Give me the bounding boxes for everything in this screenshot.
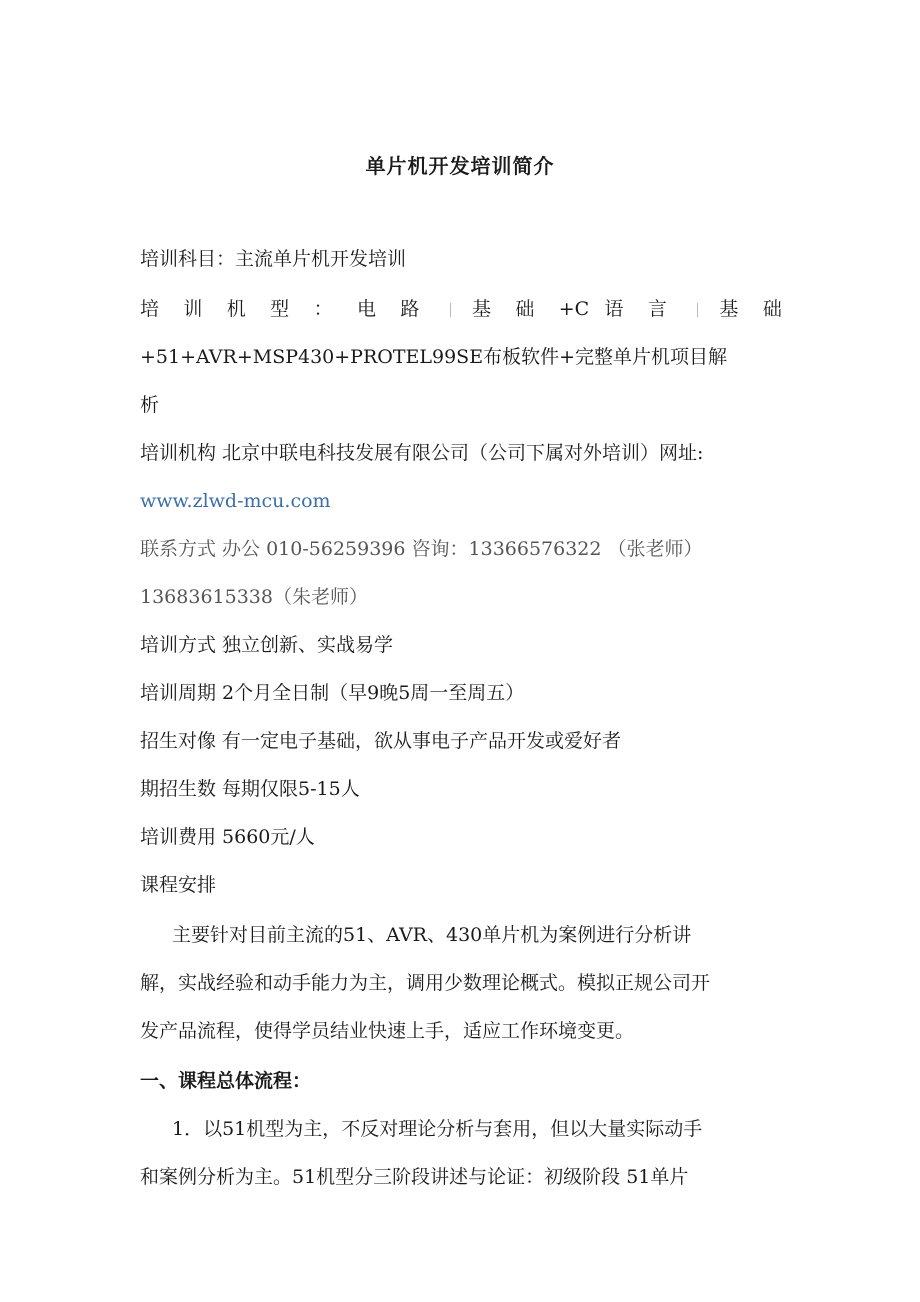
model-char: 基	[719, 298, 748, 320]
schedule-paragraph-line-1: 主要针对目前主流的51、AVR、430单片机为案例进行分析讲	[172, 924, 692, 946]
training-subject: 培训科目：主流单片机开发培训	[140, 248, 407, 270]
schedule-paragraph-line-2: 解，实战经验和动手能力为主，调用少数理论概式。模拟正规公司开	[140, 972, 711, 994]
section-heading: 一、课程总体流程：	[140, 1070, 312, 1092]
list-item-line-2: 和案例分析为主。51机型分三阶段讲述与论证：初级阶段 51单片	[140, 1166, 689, 1188]
separator-mark	[697, 303, 698, 317]
target-audience: 招生对像 有一定电子基础，欲从事电子产品开发或爱好者	[140, 730, 622, 752]
enrollment-size: 期招生数 每期仅限5-15人	[140, 778, 360, 800]
page-title: 单片机开发培训简介	[365, 154, 555, 178]
model-char: 础	[762, 298, 782, 320]
schedule-paragraph-line-3: 发产品流程，使得学员结业快速上手，适应工作环境变更。	[140, 1020, 635, 1042]
model-char: 训	[183, 298, 212, 320]
model-char: 电	[356, 298, 386, 320]
contact-line-2: 13683615338（朱老师）	[140, 586, 368, 608]
model-char: 言	[647, 298, 676, 320]
model-char: 型	[270, 298, 299, 320]
training-method: 培训方式 独立创新、实战易学	[140, 634, 394, 656]
model-char: 机	[226, 298, 255, 320]
model-char: ：	[313, 298, 342, 320]
model-char: 语	[604, 298, 633, 320]
schedule-heading: 课程安排	[140, 874, 217, 896]
model-char: 基	[471, 298, 501, 320]
training-org: 培训机构 北京中联电科技发展有限公司（公司下属对外培训）网址:	[140, 442, 704, 464]
training-model-line-3: 析	[140, 394, 160, 416]
website-link[interactable]: www.zlwd-mcu.com	[140, 490, 331, 512]
training-period: 培训周期 2个月全日制（早9晚5周一至周五）	[140, 682, 525, 704]
model-char: 础	[515, 298, 544, 320]
model-char: 培	[140, 298, 169, 320]
separator-mark	[450, 303, 451, 317]
training-model-line-2: +51+AVR+MSP430+PROTEL99SE布板软件+完整单片机项目解	[140, 346, 727, 368]
training-model-line-1	[140, 295, 782, 323]
model-char: 路	[400, 298, 429, 320]
training-fee: 培训费用 5660元/人	[140, 826, 315, 848]
list-item-line-1: 1．以51机型为主，不反对理论分析与套用，但以大量实际动手	[172, 1118, 703, 1140]
model-char: +C	[558, 298, 590, 320]
contact-line-1: 联系方式 办公 010-56259396 咨询：13366576322 （张老师）	[140, 538, 703, 560]
